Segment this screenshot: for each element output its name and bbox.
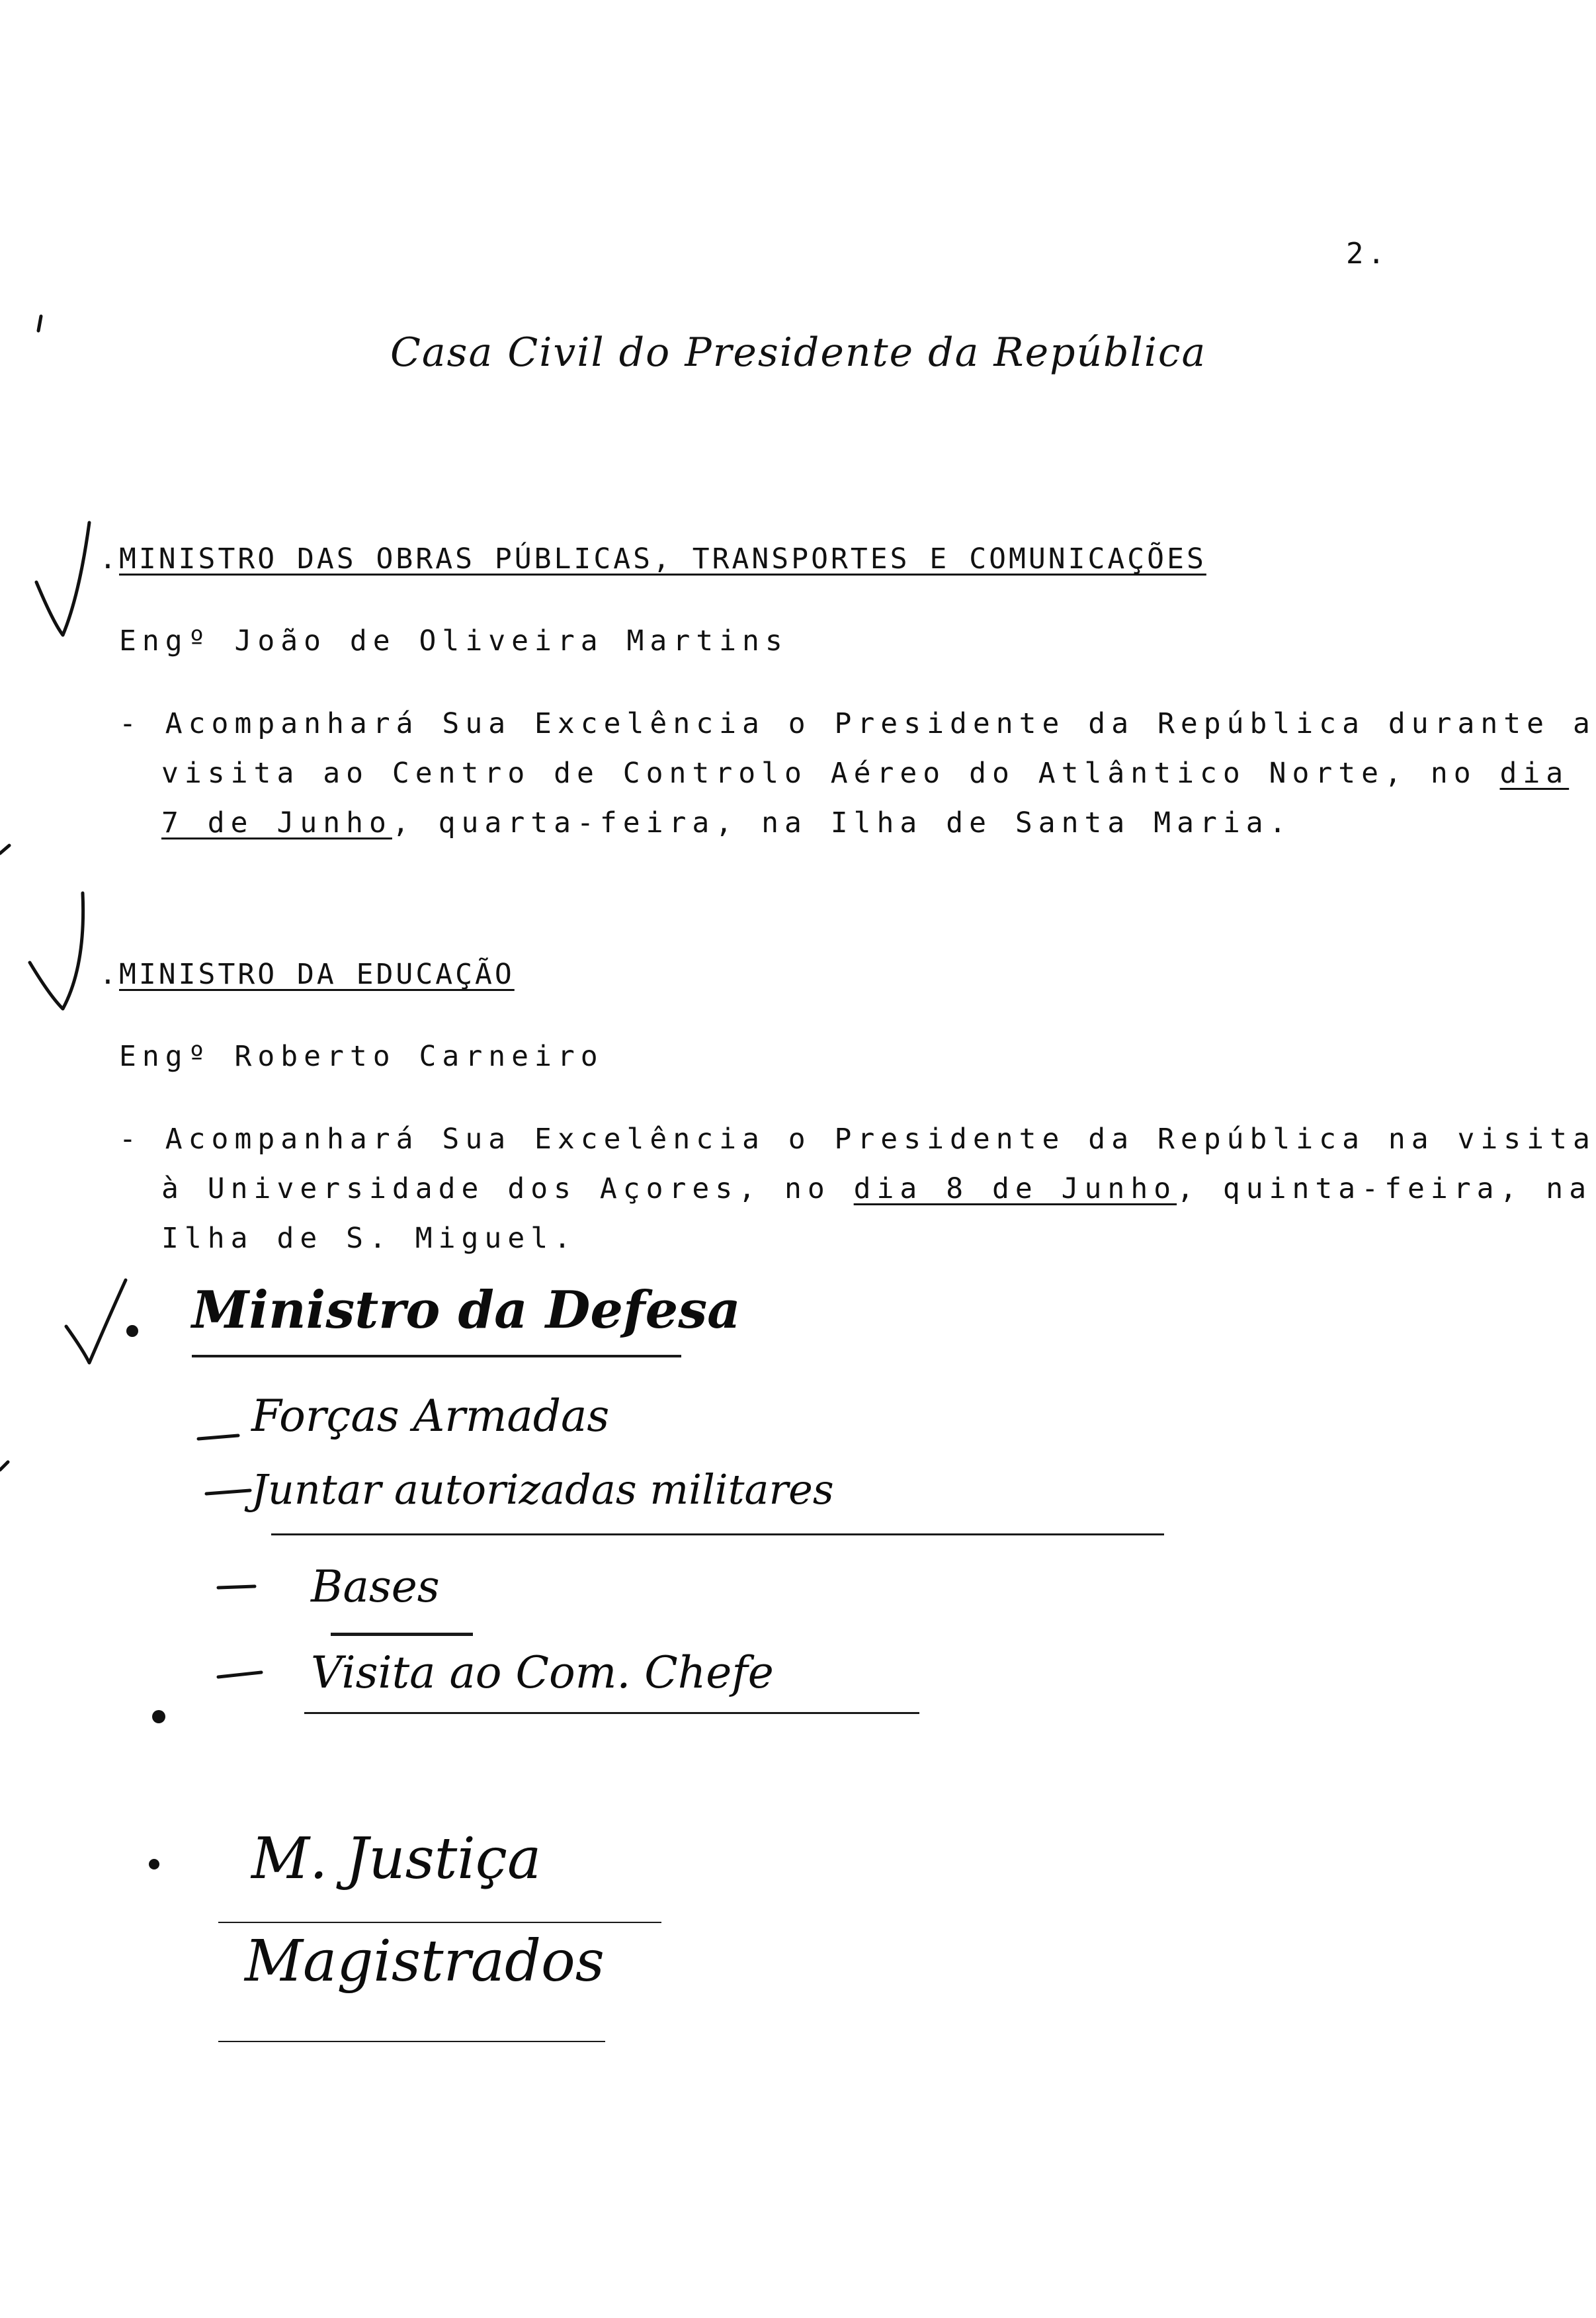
section-2-line-2: à Universidade dos Açores, no dia 8 de Junho, quinta-feira, na [161, 1172, 1593, 1205]
margin-tick-mark [0, 845, 9, 853]
handwritten-item-3: Bases [311, 1561, 440, 1612]
handwritten-heading-2: M. Justiça [251, 1826, 542, 1892]
dash-mark [198, 1436, 238, 1439]
page-number: 2. [1346, 237, 1389, 271]
margin-tick-mark [0, 1462, 8, 1470]
dash-mark [206, 1490, 250, 1494]
section-1-line-3: 7 de Junho, quarta-feira, na Ilha de Santa Maria. [161, 806, 1292, 839]
section-1-person: Engº João de Oliveira Martins [119, 624, 788, 658]
bullet-dot [126, 1325, 138, 1337]
handwritten-heading: Ministro da Defesa [192, 1280, 741, 1340]
letterhead: Casa Civil do Presidente da República [390, 329, 1207, 376]
section-2-line-1: - Acompanhará Sua Excelência o Presidente da República na visita [119, 1123, 1596, 1156]
dash-mark [218, 1672, 261, 1677]
margin-tick-mark [38, 316, 41, 331]
dash-mark [218, 1586, 255, 1588]
section-2-heading: MINISTRO DA EDUCAÇÃO [119, 958, 515, 991]
section-1-line-2: visita ao Centro de Controlo Aéreo do Atlântico Norte, no dia [161, 757, 1570, 790]
section-1-bullet: . [99, 542, 122, 576]
section-1-line-1: - Acompanhará Sua Excelência o Presidente da República durante a [119, 707, 1596, 740]
handwritten-item-4: Visita ao Com. Chefe [311, 1647, 774, 1698]
section-2-line-3: Ilha de S. Miguel. [161, 1222, 577, 1255]
section-2-bullet: . [99, 958, 122, 991]
bullet-dot [149, 1859, 159, 1869]
bullet-dot [152, 1710, 165, 1723]
handwritten-item-1: Forças Armadas [251, 1391, 610, 1441]
handwritten-item-5: Magistrados [245, 1928, 605, 1995]
handwritten-item-2: Juntar autorizadas militares [251, 1465, 834, 1514]
section-1-heading: MINISTRO DAS OBRAS PÚBLICAS, TRANSPORTES E COMUNICAÇÕES [119, 542, 1206, 576]
check-mark-icon [66, 1280, 126, 1363]
check-mark-icon [30, 893, 83, 1009]
section-2-person: Engº Roberto Carneiro [119, 1040, 604, 1073]
check-mark-icon [36, 523, 89, 635]
